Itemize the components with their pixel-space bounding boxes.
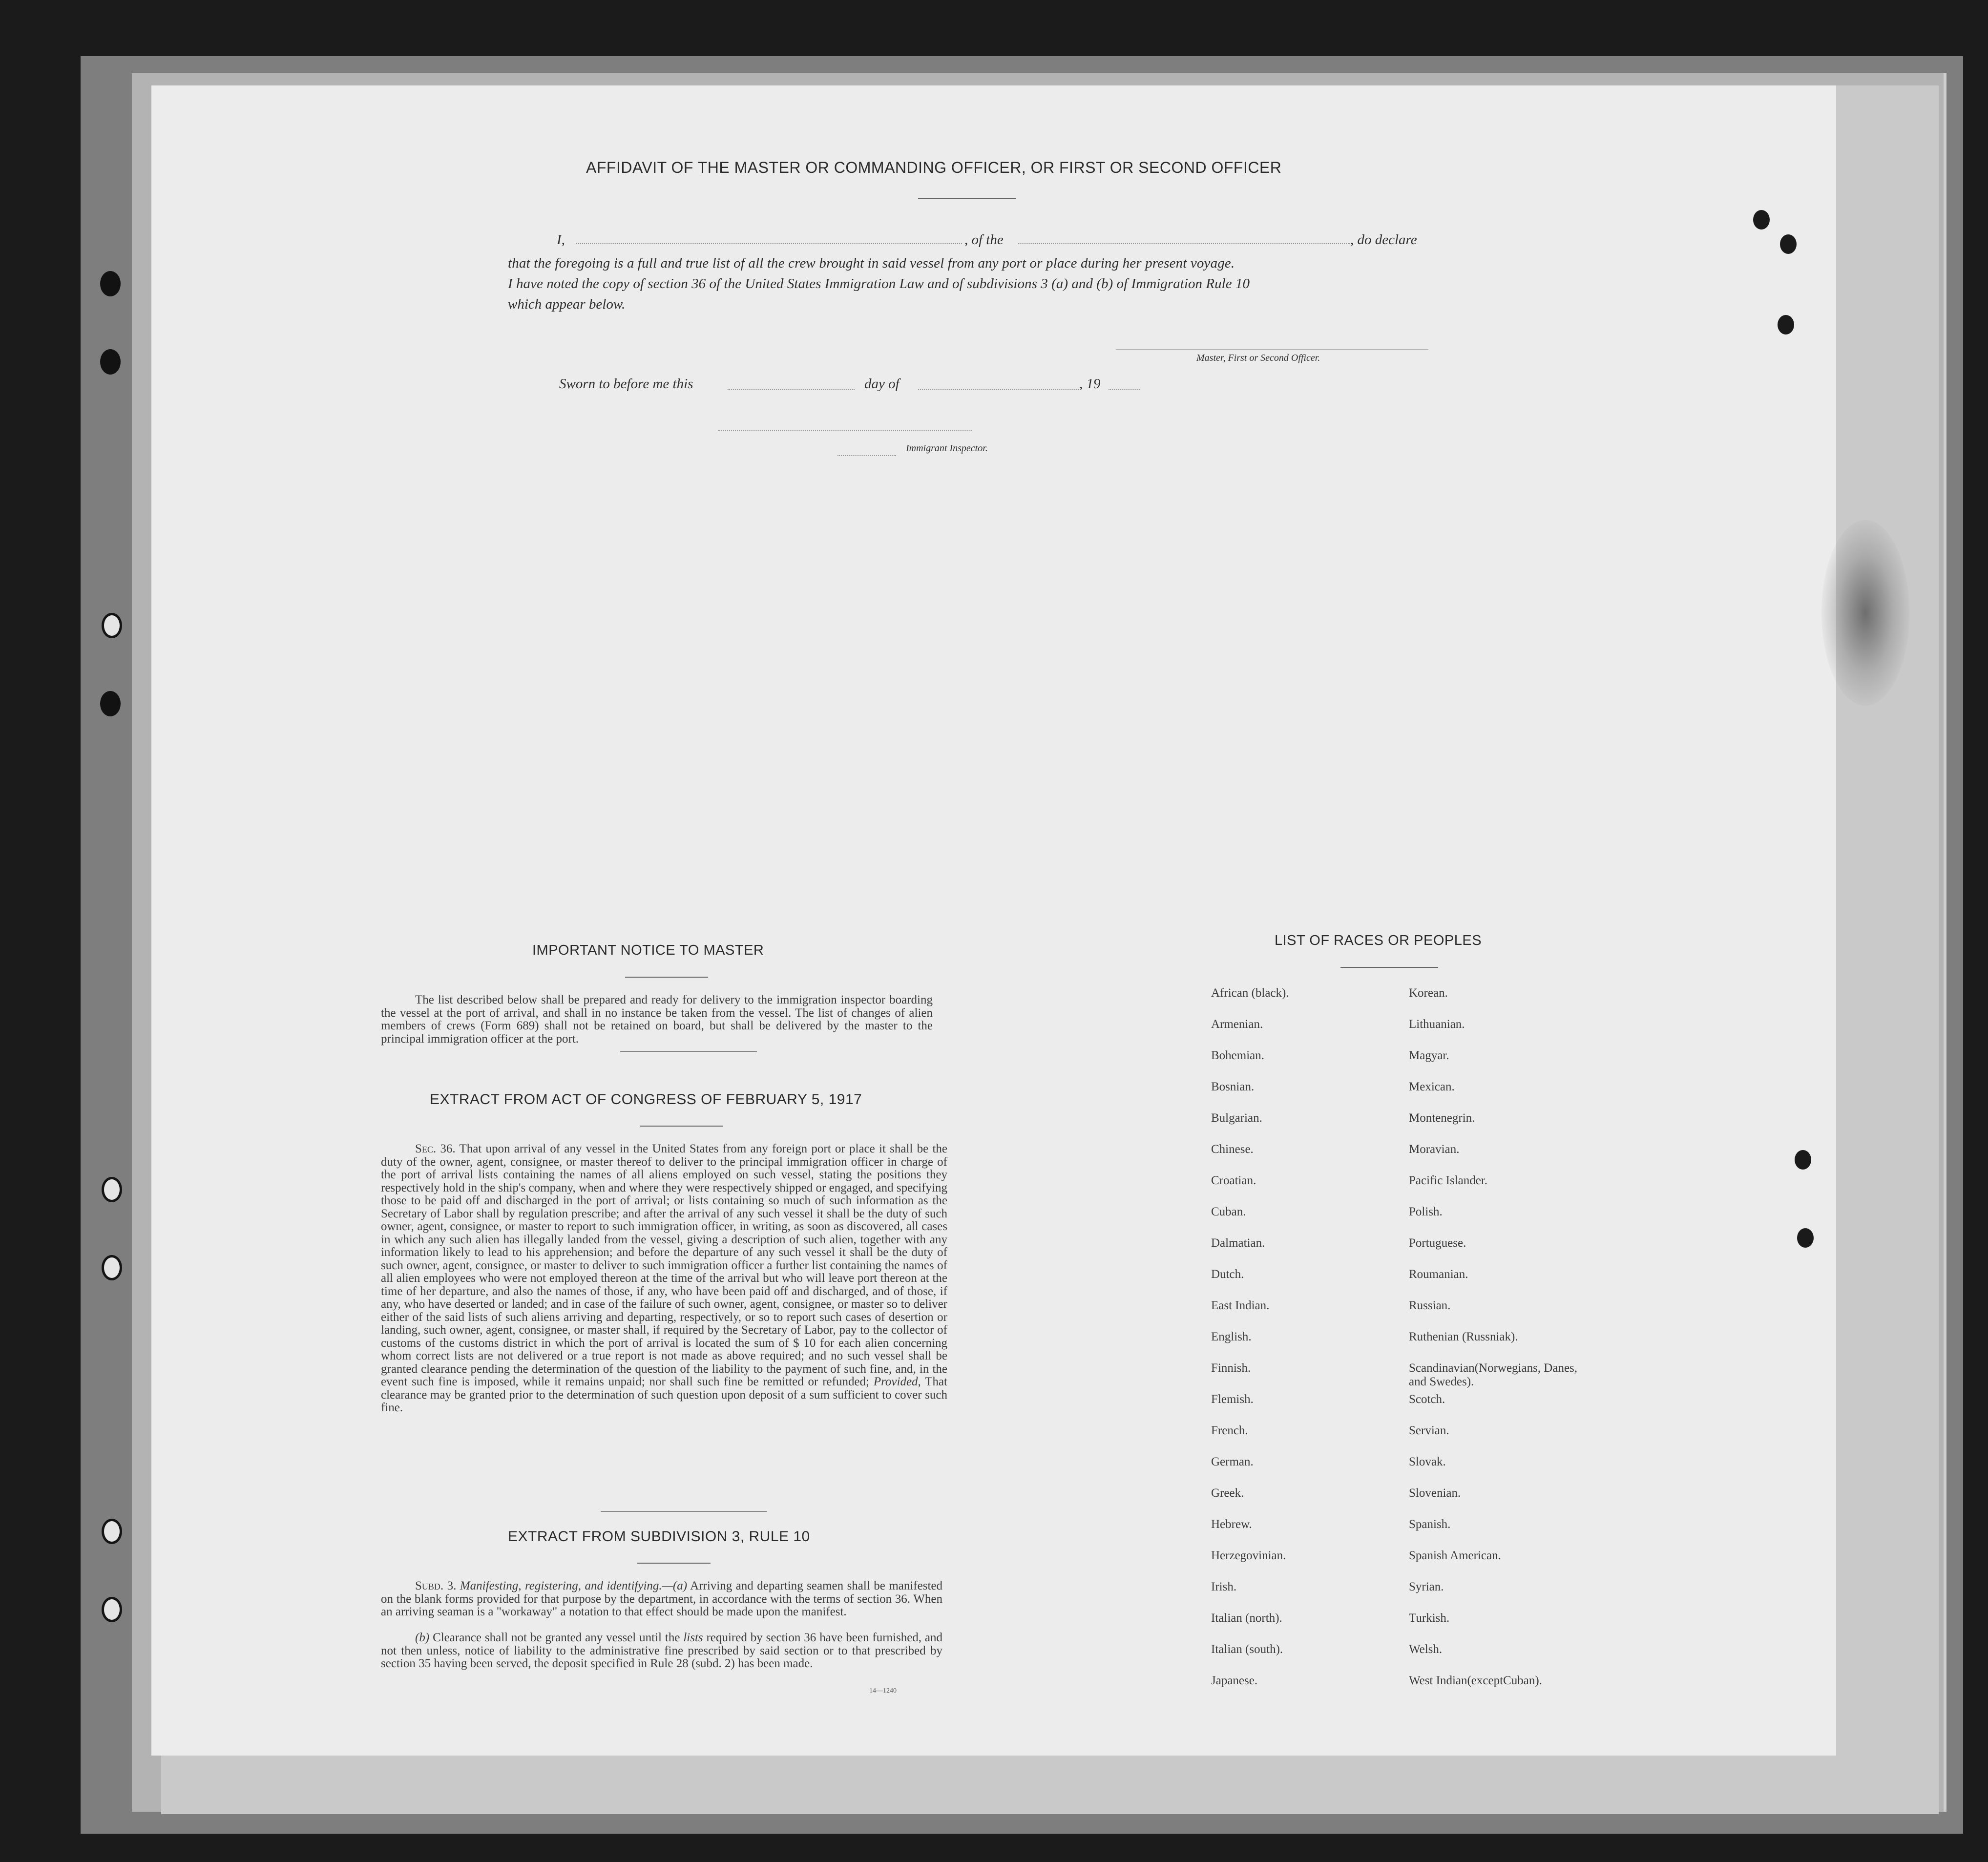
- affidavit-i: I,: [557, 232, 565, 248]
- race-item: Scotch.: [1409, 1393, 1445, 1406]
- race-item: German.: [1211, 1455, 1254, 1468]
- race-item: Herzegovinian.: [1211, 1549, 1286, 1562]
- race-item: Turkish.: [1409, 1611, 1450, 1625]
- rule10-title: EXTRACT FROM SUBDIVISION 3, RULE 10: [508, 1528, 810, 1545]
- title-rule: [918, 198, 1016, 199]
- inspector-label: Immigrant Inspector.: [906, 443, 988, 454]
- race-item: Pacific Islander.: [1409, 1174, 1488, 1187]
- rule10-para-b-text-1: Clearance shall not be granted any vessel until the: [433, 1631, 680, 1644]
- notice-title: IMPORTANT NOTICE TO MASTER: [532, 942, 764, 958]
- race-item: Italian (north).: [1211, 1611, 1282, 1625]
- race-item: Moravian.: [1409, 1143, 1460, 1156]
- race-item: Bohemian.: [1211, 1049, 1265, 1062]
- punch-hole: [100, 349, 121, 375]
- punch-hole: [102, 1177, 122, 1202]
- race-item: French.: [1211, 1424, 1248, 1437]
- punch-hole: [1778, 315, 1794, 335]
- rule10-para-a: [381, 1580, 942, 1619]
- races-left-column: [1211, 986, 1289, 1705]
- race-item: Mexican.: [1409, 1080, 1455, 1093]
- race-item: Spanish American.: [1409, 1549, 1501, 1562]
- notice-rule: [625, 977, 708, 978]
- act-section-text-end: That clearance may be granted prior to the determination of such question upon deposit of a sum sufficient to cover such fine.: [381, 1375, 947, 1414]
- affidavit-line-4: which appear below.: [508, 296, 626, 312]
- race-item: Portuguese.: [1409, 1236, 1466, 1250]
- race-item: Lithuanian.: [1409, 1018, 1465, 1031]
- manifest-page: [151, 85, 1836, 1756]
- name-blank: [576, 243, 962, 244]
- affidavit-title: AFFIDAVIT OF THE MASTER OR COMMANDING OFFICER, OR FIRST OR SECOND OFFICER: [586, 159, 1282, 176]
- rule10-para-b-label: (b): [415, 1631, 430, 1644]
- act-title: EXTRACT FROM ACT OF CONGRESS OF FEBRUARY 5, 1917: [430, 1091, 862, 1108]
- month-blank: [918, 389, 1079, 390]
- rule10-para-b-text-2: required by section 36 have been furnished, and not then unless, notice of liability to the administrative fine prescribed by said section or to that prescribed by section 35 having been served, the deposit specified in Rule 28 (subd. 2) has been made.: [381, 1631, 943, 1670]
- race-item: English.: [1211, 1330, 1252, 1343]
- race-item: Croatian.: [1211, 1174, 1256, 1187]
- race-item: Italian (south).: [1211, 1643, 1283, 1656]
- rule10-para-b-lists: lists: [683, 1631, 703, 1644]
- rule10-subd-heading: Manifesting, registering, and identifying.—(a): [460, 1579, 688, 1592]
- race-item: Bulgarian.: [1211, 1111, 1262, 1125]
- affidavit-line-2: that the foregoing is a full and true list of all the crew brought in said vessel from any port or place during her present voyage.: [508, 255, 1235, 271]
- punch-hole: [102, 613, 122, 638]
- race-item: Roumanian.: [1409, 1268, 1468, 1281]
- race-item: Welsh.: [1409, 1643, 1443, 1656]
- race-item: Flemish.: [1211, 1393, 1254, 1406]
- punch-hole: [102, 1597, 122, 1622]
- race-item: Japanese.: [1211, 1674, 1258, 1687]
- rule10-subd-label: Subd. 3.: [415, 1579, 457, 1592]
- race-item: Greek.: [1211, 1486, 1244, 1500]
- act-text: [381, 1143, 947, 1415]
- race-item: Korean.: [1409, 986, 1448, 1000]
- day-blank: [728, 389, 855, 390]
- signature-label: Master, First or Second Officer.: [1196, 353, 1320, 363]
- rule10-para-b: [381, 1632, 942, 1671]
- race-item: Slovenian.: [1409, 1486, 1461, 1500]
- punch-hole: [1753, 210, 1770, 230]
- punch-hole: [102, 1519, 122, 1544]
- sworn-year: , 19: [1079, 376, 1101, 392]
- punch-hole: [100, 691, 121, 716]
- notice-rule-bottom: [620, 1051, 757, 1052]
- race-item: Scandinavian(Norwegians, Danes, and Swedes).: [1409, 1361, 1578, 1388]
- race-item: East Indian.: [1211, 1299, 1270, 1312]
- race-item: Montenegrin.: [1409, 1111, 1475, 1125]
- race-item: Finnish.: [1211, 1361, 1251, 1375]
- punch-hole: [1780, 234, 1797, 254]
- race-item: Chinese.: [1211, 1143, 1254, 1156]
- race-item: Armenian.: [1211, 1018, 1263, 1031]
- race-item: Dalmatian.: [1211, 1236, 1265, 1250]
- race-item: Dutch.: [1211, 1268, 1244, 1281]
- race-item: Magyar.: [1409, 1049, 1449, 1062]
- act-rule-bottom: [601, 1511, 767, 1512]
- punch-hole: [1795, 1150, 1811, 1170]
- race-item: Hebrew.: [1211, 1518, 1252, 1531]
- punch-hole: [1797, 1228, 1814, 1248]
- race-item: Slovak.: [1409, 1455, 1446, 1468]
- race-item: African (black).: [1211, 986, 1289, 1000]
- races-right-column: [1409, 986, 1585, 1705]
- affidavit-declare: , do declare: [1350, 232, 1417, 248]
- vessel-blank: [1018, 243, 1350, 244]
- inspector-blank-2: [837, 455, 896, 456]
- form-number: 14—1240: [869, 1687, 897, 1695]
- sworn-prefix: Sworn to before me this: [559, 376, 693, 392]
- race-item: Spanish.: [1409, 1518, 1451, 1531]
- act-section-text: That upon arrival of any vessel in the United States from any foreign port or place it shall be the duty of the owner, agent, consignee, or master thereof to deliver to the principal immigration officer in charge of the port of arrival lists containing the names of all aliens employed on such vessel, stating the positions they respectively hold in the ship's company, when and where they were respectively shipped or engaged, and specifying those to be paid off and discharged in the port of arrival; or lists containing so much of such information as the Secretary of Labor shall by regulation prescribe; and after the arrival of any such vessel it shall be the duty of such owner, agent, consignee, or master to report to such immigration officer, in writing, as soon as discovered, all cases in which any such alien has illegally landed from the vessel, giving a description of such alien, together with any information likely to lead to his apprehension; and before the departure of any such vessel it shall be the duty of such owner, agent, consignee, or master to deliver to such immigration officer a further list containing the names of all alien employees who were not employed thereon at the time of the arrival but who will leave port thereon at the time of her departure, and also the names of those, if any, who have been paid off and discharged, and of those, if any, who have deserted or landed; and in case of the failure of such owner, agent, consignee, or master so to deliver either of the said lists of such aliens arriving and departing, respectively, or so to report such cases of desertion or landing, such owner, agent, consignee, or master shall, if required by the Secretary of Labor, pay to the collector of customs of the customs district in which the port of arrival is located the sum of $ 10 for each alien concerning whom correct lists are not delivered or a true report is not made as above required; and no such vessel shall be granted clearance pending the determination of the question of the liability to the payment of such fine, and, in the event such fine is imposed, while it remains unpaid; nor shall such fine be remitted or refunded;: [381, 1142, 947, 1388]
- race-item: Russian.: [1409, 1299, 1451, 1312]
- sworn-day: day of: [864, 376, 900, 392]
- races-rule: [1340, 967, 1438, 968]
- rule10-para-a-text: Arriving and departing seamen shall be manifested on the blank forms provided for that purpose by the department, in accordance with the terms of section 36. When an arriving seaman is a "workaway" a notation to that effect should be made upon the manifest.: [381, 1579, 943, 1618]
- race-item: Syrian.: [1409, 1580, 1444, 1593]
- year-blank: [1109, 389, 1140, 390]
- race-item: Ruthenian (Russniak).: [1409, 1330, 1518, 1343]
- inspector-blank: [718, 430, 972, 431]
- punch-hole: [102, 1255, 122, 1280]
- race-item: Servian.: [1409, 1424, 1449, 1437]
- affidavit-line-3: I have noted the copy of section 36 of the United States Immigration Law and of subdivisions 3 (a) and (b) of Immigration Rule 10: [508, 276, 1250, 292]
- race-item: Cuban.: [1211, 1205, 1246, 1218]
- rule10-rule: [637, 1563, 711, 1564]
- signature-blank: [1116, 349, 1428, 350]
- act-rule: [640, 1126, 723, 1127]
- act-section-label: Sec. 36.: [415, 1142, 456, 1155]
- race-item: Irish.: [1211, 1580, 1237, 1593]
- act-provided: Provided,: [873, 1375, 921, 1388]
- race-item: West Indian(exceptCuban).: [1409, 1674, 1542, 1687]
- punch-hole: [100, 271, 121, 296]
- stain-mark: [1821, 520, 1909, 706]
- race-item: Polish.: [1409, 1205, 1443, 1218]
- notice-text: The list described below shall be prepared and ready for delivery to the immigration inspector boarding the vessel at the port of arrival, and shall in no instance be taken from the vessel. The list of changes of alien members of crews (Form 689) shall not be retained on board, but shall be delivered by the master to the principal immigration officer at the port.: [381, 993, 933, 1046]
- race-item: Bosnian.: [1211, 1080, 1255, 1093]
- races-title: LIST OF RACES OR PEOPLES: [1275, 933, 1482, 948]
- affidavit-of-the: , of the: [964, 232, 1004, 248]
